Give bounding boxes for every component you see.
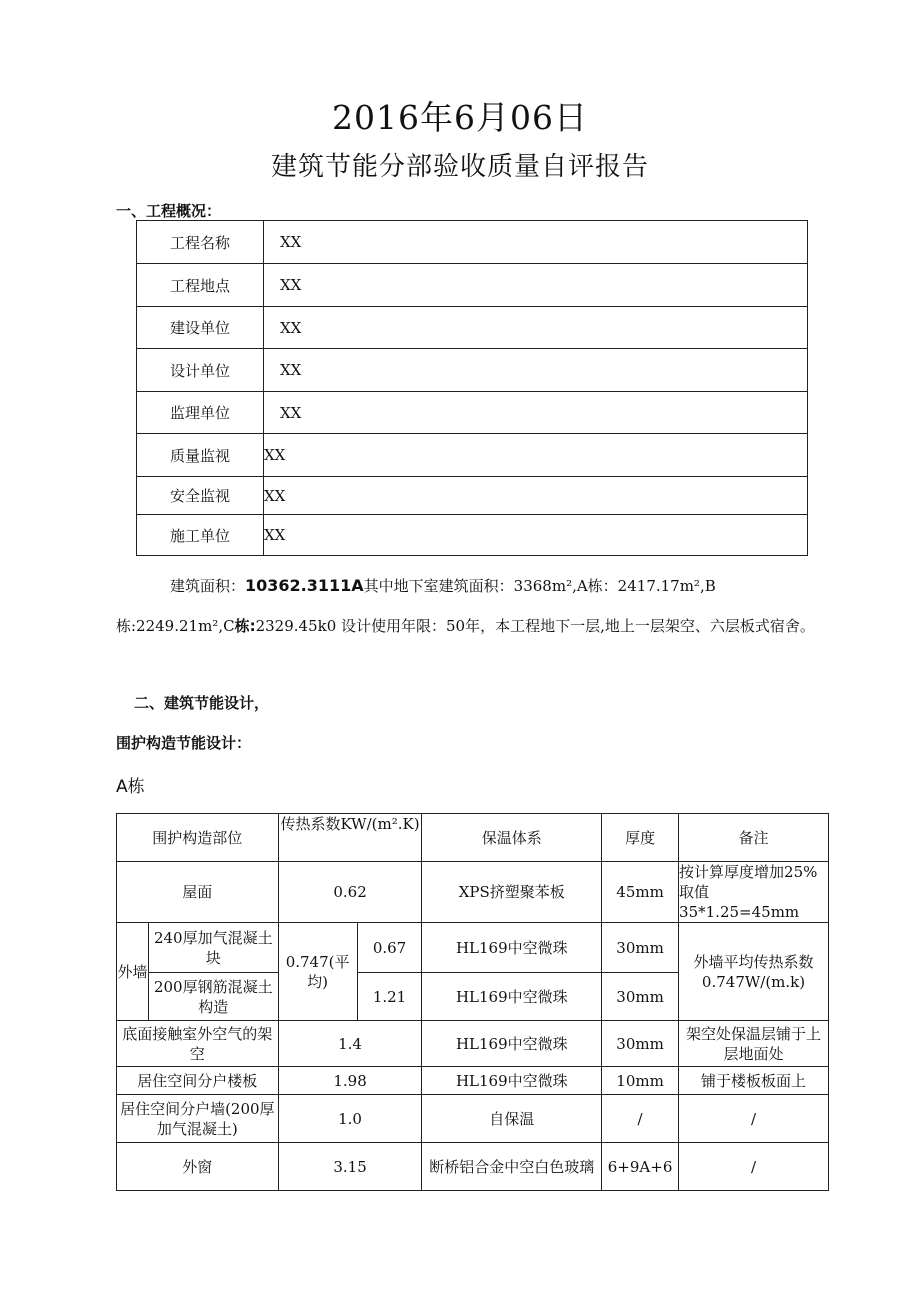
cell-note: 架空处保温层铺于上层地面处: [679, 1021, 829, 1067]
cell-thickness: 45mm: [602, 862, 679, 923]
cell-coef: 1.98: [278, 1067, 422, 1095]
overview-row: [137, 515, 808, 556]
table-row-partition: [117, 1095, 829, 1143]
building-a-heading: A栋: [116, 777, 145, 797]
cell-note: /: [679, 1095, 829, 1143]
area-label: 建筑面积：: [170, 577, 246, 595]
overview-row: [137, 264, 808, 307]
cell-part: 居住空间分户墙(200厚加气混凝土): [117, 1095, 279, 1143]
cell-part: 屋面: [117, 862, 279, 923]
cell-thickness: 6+9A+6: [602, 1143, 679, 1191]
section-heading-design: 二、建筑节能设计，: [134, 694, 270, 712]
header-coef: 传热系数KW/(m².K): [278, 814, 422, 862]
report-date: 2016年6月06日: [332, 98, 588, 137]
table-row-roof: [117, 862, 829, 923]
table-row-floor: [117, 1067, 829, 1095]
cell-thickness: 30mm: [602, 973, 679, 1021]
cell-note: 按计算厚度增加25%取值35*1.25=45mm: [679, 862, 829, 923]
overview-value: XX: [264, 307, 808, 349]
table-row-wall: [117, 923, 829, 973]
cell-coef: 0.67: [357, 923, 422, 973]
overview-label: 工程地点: [137, 264, 264, 307]
overview-value: XX: [264, 434, 808, 477]
overview-row: [137, 349, 808, 392]
cell-part: 居住空间分户楼板: [117, 1067, 279, 1095]
cell-wall-note: 外墙平均传热系数0.747W/(m.k): [679, 923, 829, 1021]
overview-table: [136, 220, 808, 556]
overview-row: [137, 434, 808, 477]
page-title: 建筑节能分部验收质量自评报告: [270, 152, 649, 182]
project-description: [116, 566, 816, 646]
overview-label: 质量监视: [137, 434, 264, 477]
area-tail: 2329.45k0 设计使用年限：50年，本工程地下一层,地上一层架空、六层板式宿舍。: [255, 617, 815, 635]
cell-part: 240厚加气混凝土块: [148, 923, 278, 973]
header-system: 保温体系: [422, 814, 602, 862]
cell-system: 自保温: [422, 1095, 602, 1143]
cell-thickness: /: [602, 1095, 679, 1143]
section-heading-overview: 一、工程概况：: [116, 202, 222, 220]
overview-label: 施工单位: [137, 515, 264, 556]
cell-thickness: 30mm: [602, 923, 679, 973]
cell-part: 底面接触室外空气的架空: [117, 1021, 279, 1067]
cell-coef: 3.15: [278, 1143, 422, 1191]
section-heading-envelope: 围护构造节能设计：: [116, 734, 252, 752]
overview-label: 设计单位: [137, 349, 264, 392]
cell-system: 断桥铝合金中空白色玻璃: [422, 1143, 602, 1191]
overview-row: [137, 392, 808, 434]
table-row-bottom: [117, 1021, 829, 1067]
overview-value: XX: [264, 392, 808, 434]
overview-row: [137, 307, 808, 349]
table-header-row: [117, 814, 829, 862]
overview-label: 工程名称: [137, 221, 264, 264]
cell-note: /: [679, 1143, 829, 1191]
overview-row: [137, 221, 808, 264]
cell-wall-average: 0.747(平均): [278, 923, 357, 1021]
header-note: 备注: [679, 814, 829, 862]
overview-value: XX: [264, 221, 808, 264]
area-details: 其中地下室建筑面积：3368m²,A栋：2417.17m²,B栋:2249.21m²,C: [116, 577, 716, 635]
overview-label: 监理单位: [137, 392, 264, 434]
cell-system: HL169中空微珠: [422, 1067, 602, 1095]
overview-label: 建设单位: [137, 307, 264, 349]
overview-value: XX: [264, 349, 808, 392]
cell-part: 外窗: [117, 1143, 279, 1191]
cell-system: HL169中空微珠: [422, 973, 602, 1021]
envelope-table: [116, 813, 829, 1191]
cell-coef: 1.21: [357, 973, 422, 1021]
cell-system: HL169中空微珠: [422, 1021, 602, 1067]
cell-coef: 0.62: [278, 862, 422, 923]
cell-coef: 1.4: [278, 1021, 422, 1067]
header-part: 围护构造部位: [117, 814, 279, 862]
building-c-label: 栋:: [234, 617, 256, 635]
total-area: 10362.3111A: [245, 576, 364, 595]
cell-system: XPS挤塑聚苯板: [422, 862, 602, 923]
cell-coef: 1.0: [278, 1095, 422, 1143]
overview-row: [137, 477, 808, 515]
overview-value: XX: [264, 515, 808, 556]
cell-thickness: 10mm: [602, 1067, 679, 1095]
cell-wall-label: 外墙: [117, 923, 149, 1021]
cell-part: 200厚钢筋混凝土构造: [148, 973, 278, 1021]
cell-note: 铺于楼板板面上: [679, 1067, 829, 1095]
overview-value: XX: [264, 477, 808, 515]
cell-system: HL169中空微珠: [422, 923, 602, 973]
table-row-window: [117, 1143, 829, 1191]
overview-value: XX: [264, 264, 808, 307]
cell-thickness: 30mm: [602, 1021, 679, 1067]
header-thickness: 厚度: [602, 814, 679, 862]
overview-label: 安全监视: [137, 477, 264, 515]
